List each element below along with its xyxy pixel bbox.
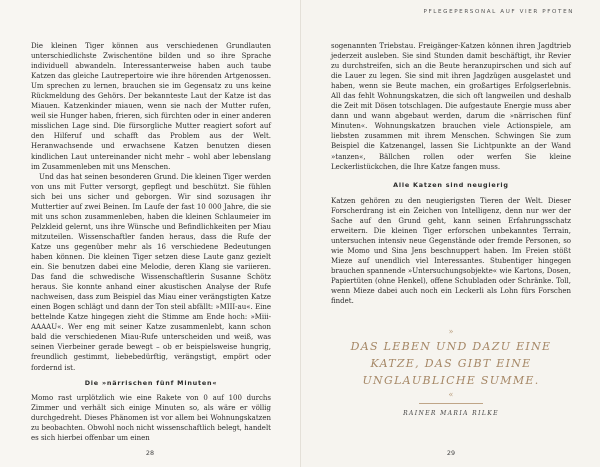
page-number: 28 (145, 449, 155, 457)
paragraph: sogenannten Triebstau. Freigänger-Katzen können ihren Jagdtrieb jederzeit ausleben. Sie sind Stunden damit beschäftigt, ihr Revier zu durchstreifen, sich an die Beute heranzupirschen und sich auf die Lauer zu legen. Sie sind mit ihren Jagdzügen ausgelastet und haben, wenn sie Beute machen, ein großartiges Erfolgserlebnis. All das fehlt Wohnungskatzen, die sich oft langweilen und deshalb die Zeit mit Dösen totschlagen. Die aufgestaute Energie muss aber dann und wann abgebaut werden, darum die »närrischen fünf Minuten«. Wohnungskatzen brauchen viele Actionspiele, am liebsten zusammen mit ihrem Menschen. Schwingen Sie zum Beispiel die Katzenangel, lassen Sie Lichtpunkte an der Wand »tanzen«, Bällchen rollen oder werfen Sie kleine Leckerlistückchen, die Ihre Katze fangen muss. (331, 42, 571, 171)
running-head: PFLEGEPERSONAL AUF VIER PFOTEN (423, 9, 574, 15)
paragraph: Katzen gehören zu den neugierigsten Tieren der Welt. Dieser Forscherdrang ist ein Zeichen von Intelligenz, denn nur wer der Sache auf den Grund geht, kann seinen Erfahrungsschatz erweitern. Die kleinen Tiger erforschen unbekanntes Terrain, untersuchen intensiv neue Gegenstände oder fremde Personen, so wie Momo und Sina Jens beschnuppert haben. Im Freien stößt Mieze auf unendlich viel Interessantes. Stubentiger hingegen brauchen spannende »Untersuchungsobjekte« wie Kartons, Dosen, Papiertüten (ohne Henkel), offene Schubladen oder Schränke. Toll, wenn Mieze dabei auch noch ein Leckerli als Lohn fürs Forschen findet. (331, 196, 571, 306)
left-text-column (31, 41, 271, 443)
quote-rule (419, 403, 483, 404)
pull-quote: DAS LEBEN UND DAZU EINE KATZE, DAS GIBT EINE UNGLAUBLICHE SUMME. (350, 340, 552, 387)
right-text-column (331, 41, 571, 306)
section-heading: Alle Katzen sind neugierig (393, 180, 509, 189)
paragraph: Die kleinen Tiger können aus verschiedenen Grundlauten unterschiedlichste Zwischentöne bilden und so ihre Sprache individuell abwandeln. Interessanterweise haben auch taube Katzen das gleiche Lautrepertoire wie ihre hörenden Artgenossen. Um sprechen zu lernen, brauchen sie im Gegensatz zu uns keine Rückmeldung des Gehörs. Der bekannteste Laut der Katze ist das Miauen. Katzenkinder miauen, wenn sie nach der Mutter rufen, weil sie Hunger haben, frieren, sich fürchten oder in einer anderen misslichen Lage sind. Die fürsorgliche Mutter reagiert sofort auf den Hilferuf und schafft das Problem aus der Welt. Heranwachsende und erwachsene Katzen benutzen diesen kindlichen Laut untereinander nicht mehr – wohl aber lebenslang im Zusammenleben mit uns Menschen. (31, 42, 271, 171)
quote-author: RAINER MARIA RILKE (403, 410, 499, 417)
quote-close-mark: « (448, 390, 454, 399)
section-heading: Die »närrischen fünf Minuten« (84, 378, 218, 387)
paragraph: Momo rast urplötzlich wie eine Rakete von 0 auf 100 durchs Zimmer und verhält sich einige Minuten so, als wäre er völlig durchgedreht. Dieses Phänomen ist vor allem bei Wohnungskatzen zu beobachten. Obwohl noch nicht wissenschaftlich belegt, handelt es sich hierbei offenbar um einen (31, 393, 271, 442)
quote-open-mark: » (448, 327, 454, 336)
paragraph: Und das hat seinen besonderen Grund. Die kleinen Tiger werden von uns mit Futter versorgt, gepflegt und beschützt. Sie fühlen sich bei uns sicher und geborgen. Wir sind sozusagen ihr Muttertier auf zwei Beinen. Im Laufe der fast 10 000 Jahre, die sie mit uns schon zusammenleben, haben die kleinen Schlaumeier im Pelzkleid gelernt, uns ihre Wünsche und Befindlichkeiten per Miau mitzuteilen. Wissenschaftler fanden heraus, dass die Rufe der Katze uns gegenüber mehr als 16 verschiedene Bedeutungen haben können. Die kleinen Tiger setzen diese Laute ganz gezielt ein. Sie benutzen dabei eine Melodie, deren Klang sie variieren. Das fand die schwedische Wissenschaftlerin Susanne Schötz heraus. Sie konnte anhand einer akustischen Analyse der Rufe nachweisen, dass zum Beispiel das Miau einer verängstigten Katze einen Bogen schlägt und dann der Ton steil abfällt: »MIII-au«. Eine bettelnde Katze hingegen zieht die Stimme am Ende hoch: »Miii-AAAAU«. Wer eng mit seiner Katze zusammenlebt, kann schon bald die verschiedenen Miau-Rufe unterscheiden und weiß, was seinen Vierbeiner gerade bewegt – ob er beispielsweise hungrig, freundlich gestimmt, liebebedürftig, verängstigt, empört oder fordernd ist. (31, 172, 271, 372)
right-page (300, 0, 600, 467)
page-number: 29 (446, 449, 456, 457)
